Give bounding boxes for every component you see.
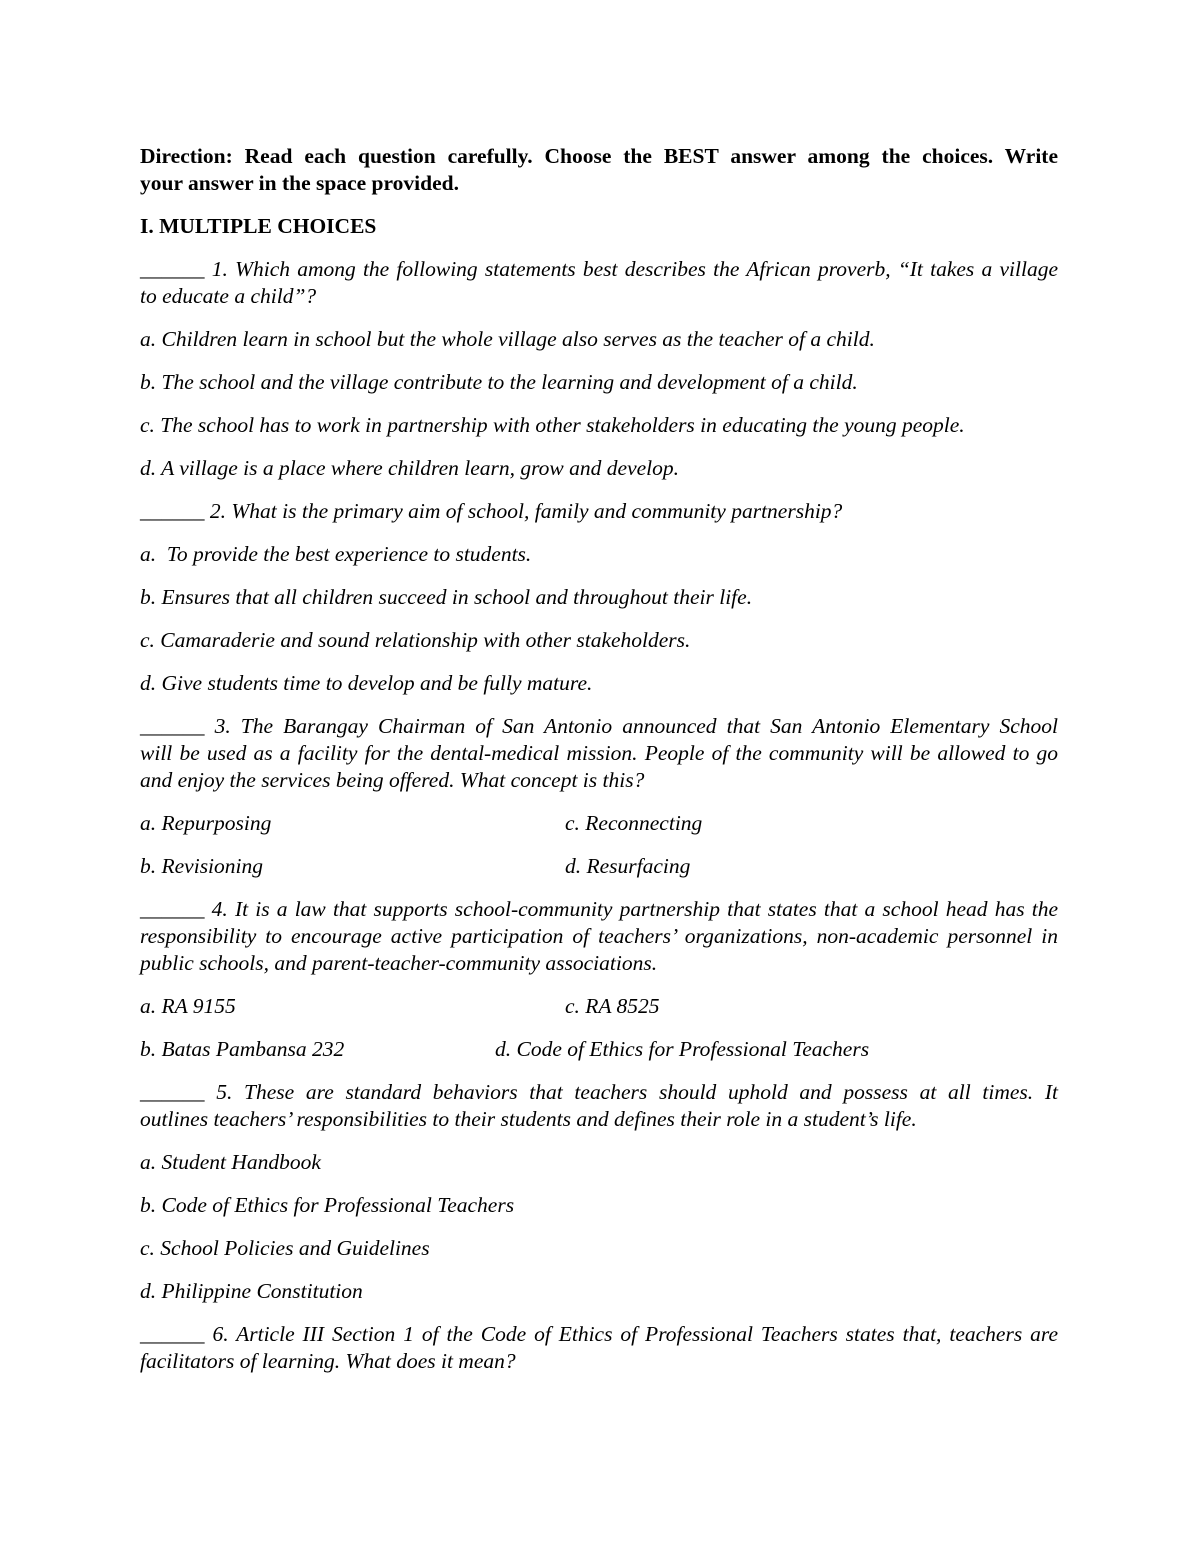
question-3-choice-row	[140, 810, 1058, 837]
question-3	[140, 713, 1058, 880]
choice-text: c. Camaraderie and sound relationship with other stakeholders.	[140, 628, 691, 652]
question-stem-line: to educate a child”?	[140, 284, 317, 308]
question-2-choice-b	[140, 584, 1058, 611]
section-heading	[140, 213, 1058, 240]
choice-text: c. School Policies and Guidelines	[140, 1236, 430, 1260]
choice-b: b. Revisioning	[140, 854, 264, 878]
question-stem-line: ______ 1. Which among the following statements best describes the African proverb, “It takes a village	[140, 257, 1058, 281]
question-5-choice-c	[140, 1235, 1058, 1262]
choice-text: b. The school and the village contribute to the learning and development of a child.	[140, 370, 858, 394]
question-stem-line: responsibility to encourage active participation of teachers’ organizations, non-academic personnel in	[140, 924, 1058, 948]
question-4-stem	[140, 896, 1058, 977]
question-2-choice-c	[140, 627, 1058, 654]
choice-text: d. Philippine Constitution	[140, 1279, 363, 1303]
question-2	[140, 498, 1058, 697]
direction-line: Direction: Read each question carefully. Choose the BEST answer among the choices. Write	[140, 144, 1058, 168]
question-2-choice-a	[140, 541, 1058, 568]
choice-a: a. Repurposing	[140, 811, 272, 835]
question-5-stem	[140, 1079, 1058, 1133]
choice-text: a. To provide the best experience to students.	[140, 542, 532, 566]
question-stem-line: will be used as a facility for the dental-medical mission. People of the community will be allowed to go	[140, 741, 1058, 765]
question-5-choice-d	[140, 1278, 1058, 1305]
question-3-choice-row	[140, 853, 1058, 880]
question-stem-line: ______ 5. These are standard behaviors that teachers should uphold and possess at all times. It	[140, 1080, 1058, 1104]
question-stem-line: and enjoy the services being offered. What concept is this?	[140, 768, 645, 792]
question-1	[140, 256, 1058, 482]
direction-paragraph	[140, 143, 1058, 197]
choice-b: b. Batas Pambansa 232	[140, 1037, 345, 1061]
choice-d: d. Resurfacing	[565, 854, 691, 878]
question-4-choice-row	[140, 1036, 1058, 1063]
question-stem-line: ______ 2. What is the primary aim of school, family and community partnership?	[140, 499, 843, 523]
section-heading-text: I. MULTIPLE CHOICES	[140, 214, 377, 238]
choice-c: c. Reconnecting	[565, 811, 703, 835]
question-4-choice-row	[140, 993, 1058, 1020]
question-stem-line: facilitators of learning. What does it mean?	[140, 1349, 516, 1373]
choice-text: d. A village is a place where children learn, grow and develop.	[140, 456, 680, 480]
question-3-stem	[140, 713, 1058, 794]
question-6	[140, 1321, 1058, 1375]
question-2-stem	[140, 498, 1058, 525]
question-stem-line: ______ 3. The Barangay Chairman of San Antonio announced that San Antonio Elementary School	[140, 714, 1058, 738]
question-stem-line: ______ 6. Article III Section 1 of the Code of Ethics of Professional Teachers states that, teachers are	[140, 1322, 1058, 1346]
question-2-choice-d	[140, 670, 1058, 697]
question-1-choice-d	[140, 455, 1058, 482]
question-5-choice-a	[140, 1149, 1058, 1176]
choice-text: b. Ensures that all children succeed in school and throughout their life.	[140, 585, 753, 609]
choice-c: c. RA 8525	[565, 994, 660, 1018]
question-5	[140, 1079, 1058, 1305]
question-5-choice-b	[140, 1192, 1058, 1219]
choice-text: a. Student Handbook	[140, 1150, 321, 1174]
choice-a: a. RA 9155	[140, 994, 236, 1018]
question-1-choice-a	[140, 326, 1058, 353]
choice-text: c. The school has to work in partnership with other stakeholders in educating the young people.	[140, 413, 965, 437]
question-stem-line: outlines teachers’ responsibilities to their students and defines their role in a student’s life.	[140, 1107, 917, 1131]
question-1-stem	[140, 256, 1058, 310]
question-4	[140, 896, 1058, 1063]
direction-line: your answer in the space provided.	[140, 171, 459, 195]
choice-d: d. Code of Ethics for Professional Teachers	[495, 1037, 870, 1061]
exam-content	[140, 143, 1058, 1391]
choice-text: a. Children learn in school but the whole village also serves as the teacher of a child.	[140, 327, 875, 351]
question-stem-line: ______ 4. It is a law that supports school-community partnership that states that a school head has the	[140, 897, 1058, 921]
question-stem-line: public schools, and parent-teacher-community associations.	[140, 951, 658, 975]
question-6-stem	[140, 1321, 1058, 1375]
choice-text: d. Give students time to develop and be fully mature.	[140, 671, 593, 695]
question-1-choice-c	[140, 412, 1058, 439]
choice-text: b. Code of Ethics for Professional Teachers	[140, 1193, 515, 1217]
question-1-choice-b	[140, 369, 1058, 396]
